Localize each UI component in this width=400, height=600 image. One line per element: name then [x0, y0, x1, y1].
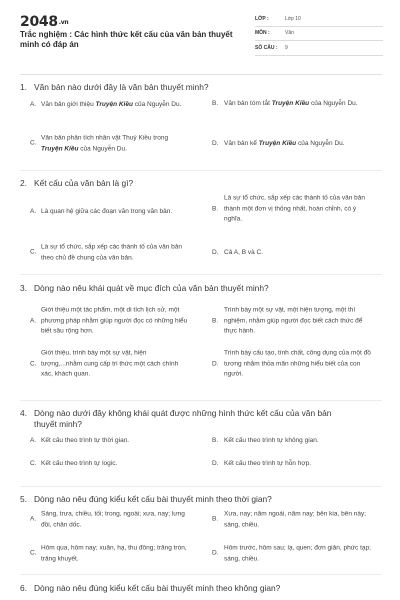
answer-option-b[interactable] [212, 99, 371, 110]
info-row-count [255, 41, 383, 56]
option-letter: D. [212, 248, 219, 256]
option-letter: A. [30, 436, 37, 444]
question-number: 5. [20, 494, 27, 504]
question-2 [20, 178, 382, 189]
info-value: 9 [285, 44, 288, 51]
option-text-part: Giới thiệu, trình bày một sự vật, hiện tượng,...nhằm cung cấp tri thức một cách chính xác, khách quan. [41, 349, 179, 378]
option-letter: B. [212, 316, 219, 324]
option-letter: B. [212, 204, 219, 212]
question-text: Dòng nào nêu đúng kiểu kết cấu bài thuyết minh theo không gian? [34, 583, 281, 593]
logo-suffix: .vn [58, 19, 69, 26]
option-text-part: Giới thiệu một tác phẩm, một di tích lịch sử, một phương pháp nhằm giúp người đọc có những hiểu biết sâu rộng hơn. [41, 306, 188, 335]
work-title-emphasis: Truyện Kiều [95, 100, 133, 108]
question-divider [20, 486, 382, 487]
option-text-part: của Nguyễn Du. [78, 145, 127, 152]
answer-option-b[interactable] [212, 510, 371, 531]
answer-option-c[interactable] [30, 459, 188, 470]
option-text [224, 348, 371, 380]
answer-option-d[interactable] [212, 544, 371, 565]
answer-option-c[interactable] [30, 134, 188, 155]
option-text [41, 100, 188, 111]
option-text-part: Văn bản kể [224, 139, 259, 147]
option-letter: B. [212, 515, 219, 523]
question-text: Văn bản nào dưới đây là văn bản thuyết minh? [34, 82, 209, 92]
work-title-emphasis: Truyện Kiều [258, 139, 297, 147]
site-logo[interactable] [20, 14, 68, 30]
option-letter: A. [30, 515, 37, 523]
option-text-part: Xưa, nay; năm ngoái, năm nay; bên kia, bên này; sáng, chiều. [224, 510, 367, 528]
work-title-emphasis: Truyện Kiều [271, 99, 310, 107]
question-text: Dòng nào dưới đây không khái quát được những hình thức kết cấu của văn bản thuyết minh? [34, 408, 332, 429]
option-text-part: của Nguyễn Du. [309, 99, 358, 107]
option-text-part: Là sự tổ chức, sắp xếp các thành tố của văn bản theo chủ đề chung của văn bản. [41, 243, 182, 261]
question-divider [20, 274, 382, 275]
header-divider [20, 74, 382, 75]
option-text-part: Kết cấu theo trình tự logic. [41, 459, 118, 467]
answer-option-a[interactable] [30, 305, 188, 337]
option-letter: A. [30, 207, 37, 215]
option-letter: D. [212, 139, 219, 147]
info-key: LỚP : [255, 15, 269, 22]
question-number: 6. [20, 583, 27, 593]
option-text-part: của Nguyễn Du. [296, 139, 345, 147]
info-key: SỐ CÂU : [255, 44, 278, 51]
page-title: Trắc nghiệm : Các hình thức kết cấu của văn bản thuyết minh có đáp án [20, 30, 233, 49]
question-divider [20, 400, 382, 401]
option-text-part: Văn bản phân tích nhân vật Thuý Kiều trong [41, 134, 169, 142]
question-number: 2. [20, 178, 27, 188]
option-letter: D. [212, 459, 219, 467]
option-text-part: Trình bày cấu tạo, tính chất, công dụng của một đồ tương nhằm thỏa mãn những hiểu biết của con người. [224, 349, 371, 378]
question-heading [20, 82, 382, 93]
question-heading [20, 178, 382, 189]
option-text-part: Cả A, B và C. [224, 248, 264, 256]
option-letter: A. [30, 100, 37, 108]
option-letter: C. [30, 248, 37, 256]
option-text [41, 436, 188, 447]
answer-option-a[interactable] [30, 207, 188, 218]
option-text-part: Là quan hệ giữa các đoạn văn trong văn bản. [41, 207, 173, 215]
option-text-part: Sáng, trưa, chiều, tối; trong, ngoài; xưa, nay; lưng đồi, chân dốc. [41, 510, 185, 528]
question-5 [20, 494, 382, 505]
option-text-part: Là sự tổ chức, sắp xếp các thành tố của văn bản thành một đơn vị thống nhất, hoàn chỉnh, có ý nghĩa. [224, 194, 365, 223]
question-number: 1. [20, 82, 27, 92]
option-text-part: Kết cấu theo trình tự hỗn hợp. [224, 459, 312, 467]
question-heading [20, 408, 382, 430]
logo-text: 2048 [20, 14, 58, 30]
question-text: Dòng nào nêu khái quát về mục đích của văn bản thuyết minh? [34, 283, 269, 293]
document-header [20, 12, 382, 64]
option-letter: A. [30, 316, 37, 324]
question-heading [20, 494, 382, 505]
option-letter: B. [212, 436, 219, 444]
option-text [41, 348, 188, 380]
option-text [224, 305, 371, 337]
option-letter: D. [212, 359, 219, 367]
option-text-part: Trình bày một sự vật, một hiện tượng, một thí nghiệm, nhằm giúp người đọc biết cách thức để thực hành. [224, 306, 363, 335]
option-letter: C. [30, 459, 37, 467]
option-text [224, 544, 371, 565]
question-divider [20, 574, 382, 575]
option-text [224, 248, 371, 259]
info-row-subject [255, 27, 383, 42]
info-value: Văn [285, 30, 294, 37]
question-3 [20, 283, 382, 294]
option-text-part: Hôm qua, hôm nay; xuân, hạ, thu đông; trăng tròn, trăng khuyết. [41, 544, 187, 562]
option-letter: C. [30, 359, 37, 367]
question-1 [20, 82, 382, 93]
info-table [255, 12, 383, 56]
answer-option-b[interactable] [212, 305, 371, 337]
answer-option-a[interactable] [30, 100, 188, 111]
option-text-part: Văn bản tóm tắt [224, 99, 272, 107]
option-letter: C. [30, 549, 37, 557]
option-text [41, 544, 188, 565]
option-text-part: của Nguyễn Du. [132, 100, 182, 108]
option-text [41, 510, 188, 531]
answer-option-c[interactable] [30, 243, 188, 264]
answer-option-c[interactable] [30, 544, 188, 565]
answer-option-d[interactable] [212, 139, 371, 150]
answer-option-b[interactable] [212, 436, 371, 447]
answer-option-b[interactable] [212, 193, 371, 225]
answer-option-a[interactable] [30, 436, 188, 447]
question-heading [20, 283, 382, 294]
question-divider [20, 170, 382, 171]
option-text [224, 99, 371, 110]
option-text-part: Hôm trước, hôm sau; lạ, quen; đơn giản, phức tạp; sáng, chiều. [224, 544, 371, 562]
option-text [224, 139, 371, 150]
option-text [41, 243, 188, 264]
option-letter: D. [212, 549, 219, 557]
info-key: MÔN : [255, 30, 270, 37]
option-letter: B. [212, 99, 219, 107]
answer-option-d[interactable] [212, 248, 371, 259]
option-text [41, 305, 188, 337]
answer-option-d[interactable] [212, 459, 371, 470]
option-text [41, 134, 188, 155]
option-text-part: Kết cấu theo trình tự không gian. [224, 436, 319, 444]
work-title-emphasis: Truyện Kiều [41, 145, 79, 152]
question-4 [20, 408, 382, 430]
question-text: Dòng nào nêu đúng kiểu kết cấu bài thuyết minh theo thời gian? [34, 494, 272, 504]
option-text [41, 207, 188, 218]
option-text [41, 459, 188, 470]
question-number: 3. [20, 283, 27, 293]
question-heading [20, 583, 382, 594]
answer-option-d[interactable] [212, 348, 371, 380]
answer-option-c[interactable] [30, 348, 188, 380]
answer-option-a[interactable] [30, 510, 188, 531]
option-text-part: Văn bản giới thiệu [41, 100, 96, 108]
option-text-part: Kết cấu theo trình tự thời gian. [41, 436, 130, 444]
question-text: Kết cấu của văn bản là gì? [34, 178, 134, 188]
option-text [224, 459, 371, 470]
option-text [224, 510, 371, 531]
option-letter: C. [30, 139, 37, 147]
option-text [224, 436, 371, 447]
question-6 [20, 583, 382, 594]
option-text [224, 193, 371, 225]
question-number: 4. [20, 408, 27, 418]
info-value: Lớp 10 [285, 15, 301, 22]
info-row-class [255, 12, 383, 27]
